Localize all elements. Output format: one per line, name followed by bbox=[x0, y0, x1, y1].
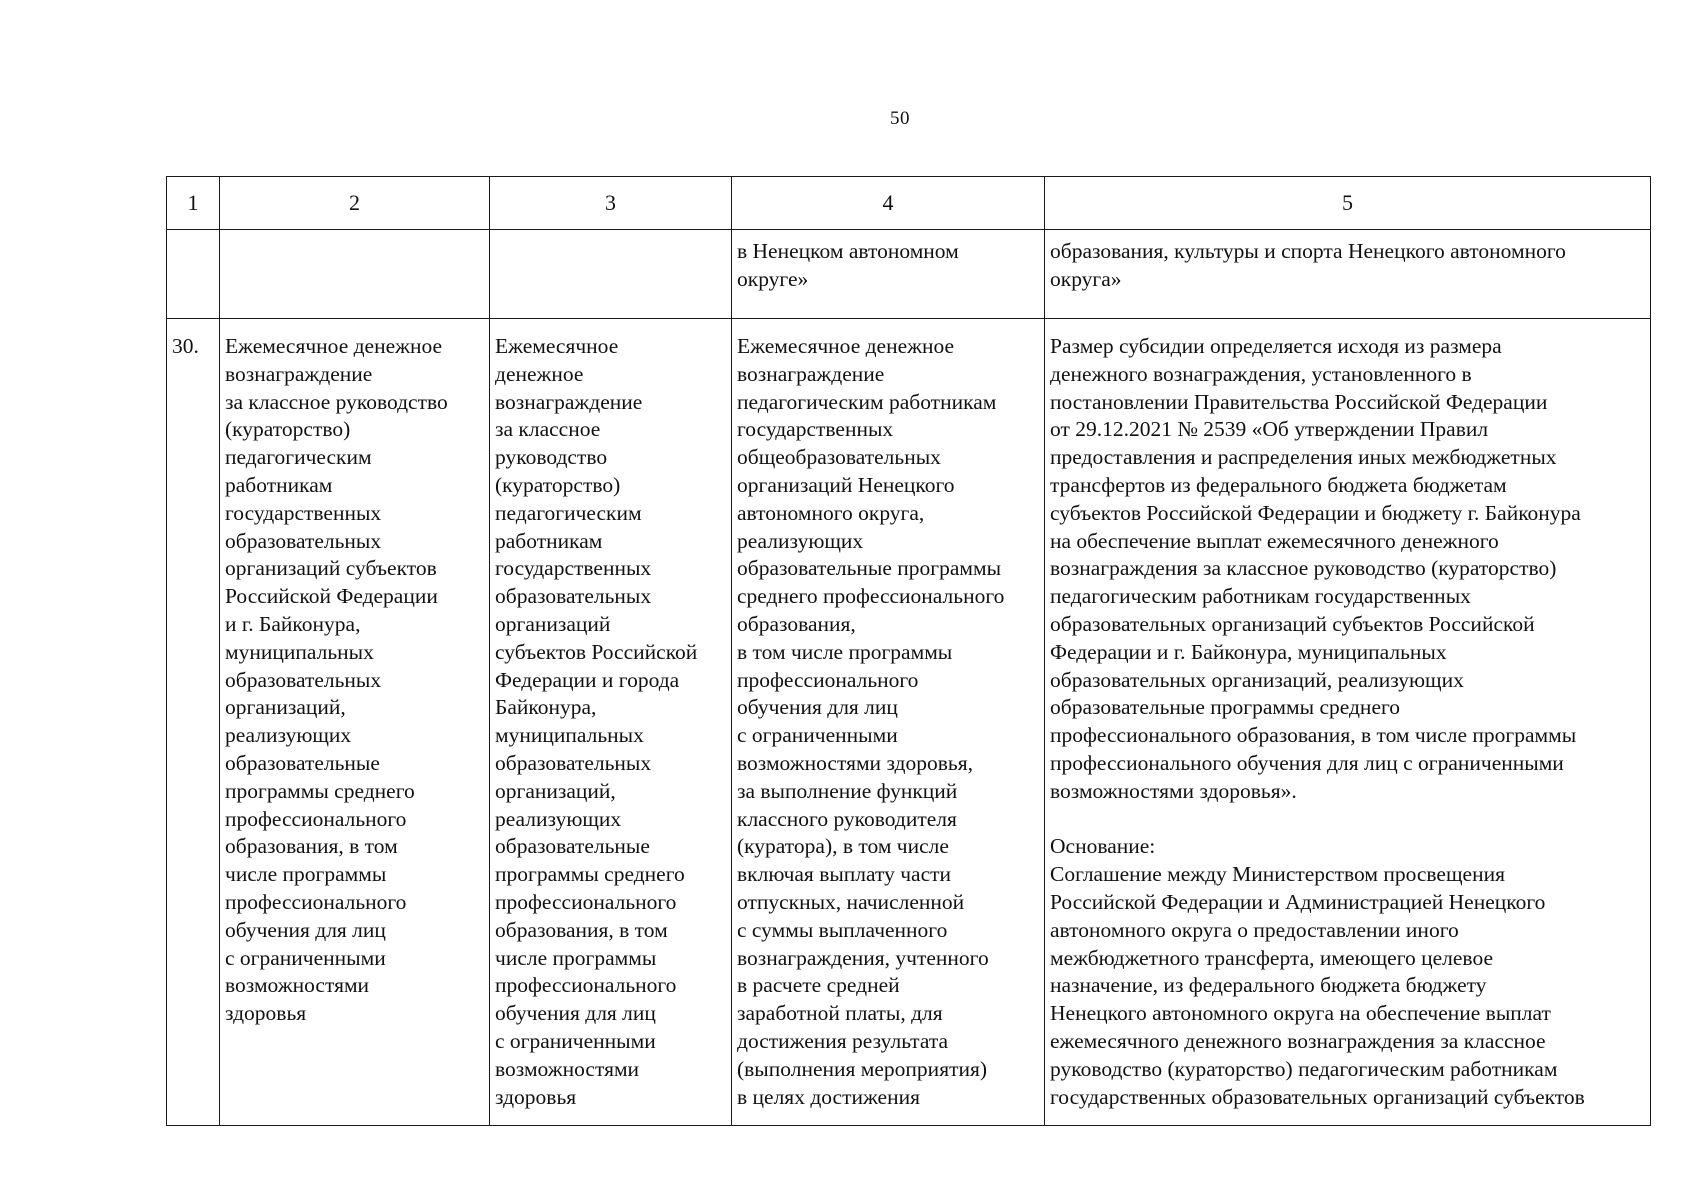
row-30-col5-cell bbox=[1045, 319, 1651, 1126]
header-cell-3: 3 bbox=[490, 177, 732, 230]
header-cell-5: 5 bbox=[1045, 177, 1651, 230]
continuation-cell-2 bbox=[220, 230, 490, 319]
table-header-row bbox=[167, 177, 1651, 230]
page-number: 50 bbox=[890, 108, 910, 129]
row-number-cell bbox=[167, 319, 220, 1126]
row-30-col3-cell bbox=[490, 319, 732, 1126]
row-30-col2-text: Ежемесячное денежное вознаграждение за классное руководство (кураторство) педагогическим работникам государственных образовательных организаций субъектов Российской Федерации и г. Байконура, муниципальных образовательных организаций, реализующих образовательные программы среднего профессионального образования, в том числе программы профессионального обучения для лиц с ограниченными возможностями здоровья bbox=[225, 334, 448, 1026]
header-cell-1: 1 bbox=[167, 177, 220, 230]
table-row-30 bbox=[167, 319, 1651, 1126]
document-table bbox=[166, 176, 1651, 1126]
continuation-cell-5 bbox=[1045, 230, 1651, 319]
row-30-col2-cell bbox=[220, 319, 490, 1126]
continuation-col4-text: в Ненецком автономном округе» bbox=[737, 239, 959, 291]
continuation-cell-3 bbox=[490, 230, 732, 319]
row-30-col4-cell bbox=[732, 319, 1045, 1126]
row-30-col3-text: Ежемесячное денежное вознаграждение за классное руководство (кураторство) педагогическим работникам государственных образовательных организаций субъектов Российской Федерации и города Байконура, муниципальных образовательных организаций, реализующих образовательные программы среднего профессионального образования, в том числе программы профессионального обучения для лиц с ограниченными возможностями здоровья bbox=[495, 334, 698, 1109]
header-cell-2: 2 bbox=[220, 177, 490, 230]
continuation-cell-4 bbox=[732, 230, 1045, 319]
continuation-row bbox=[167, 230, 1651, 319]
row-number: 30. bbox=[172, 334, 199, 358]
row-30-col5-main-text: Размер субсидии определяется исходя из размера денежного вознаграждения, установленного в постановлении Правительства Российской Федерации от 29.12.2021 № 2539 «Об утверждении Правил предоставления и распределения иных межбюджетных трансфертов из федерального бюджета бюджетам субъектов Российской Федерации и бюджету г. Байконура на обеспечение выплат ежемесячного денежного вознаграждения за классное руководство (кураторство) педагогическим работникам государственных образовательных организаций субъектов Российской Федерации и г. Байконура, муниципальных образовательных организаций, реализующих образовательные программы среднего профессионального образования, в том числе программы профессионального обучения для лиц с ограниченными возможностями здоровья». bbox=[1050, 334, 1581, 803]
continuation-cell-1 bbox=[167, 230, 220, 319]
header-cell-4: 4 bbox=[732, 177, 1045, 230]
continuation-col5-text: образования, культуры и спорта Ненецкого автономного округа» bbox=[1050, 239, 1566, 291]
basis-label: Основание: bbox=[1050, 834, 1156, 859]
basis-text: Соглашение между Министерством просвещения Российской Федерации и Администрацией Ненецкого автономного округа о предоставлении иного межбюджетного трансферта, имеющего целевое назначение, из федерального бюджета бюджету Ненецкого автономного округа на обеспечение выплат ежемесячного денежного вознаграждения за классное руководство (кураторство) педагогическим работникам государственных образовательных организаций субъектов bbox=[1050, 862, 1585, 1109]
row-30-col4-text: Ежемесячное денежное вознаграждение педагогическим работникам государственных общеобразовательных организаций Ненецкого автономного округа, реализующих образовательные программы среднего профессионального образования, в том числе программы профессионального обучения для лиц с ограниченными возможностями здоровья, за выполнение функций классного руководителя (куратора), в том числе включая выплату части отпускных, начисленной с суммы выплаченного вознаграждения, учтенного в расчете средней заработной платы, для достижения результата (выполнения мероприятия) в целях достижения bbox=[737, 334, 1005, 1109]
